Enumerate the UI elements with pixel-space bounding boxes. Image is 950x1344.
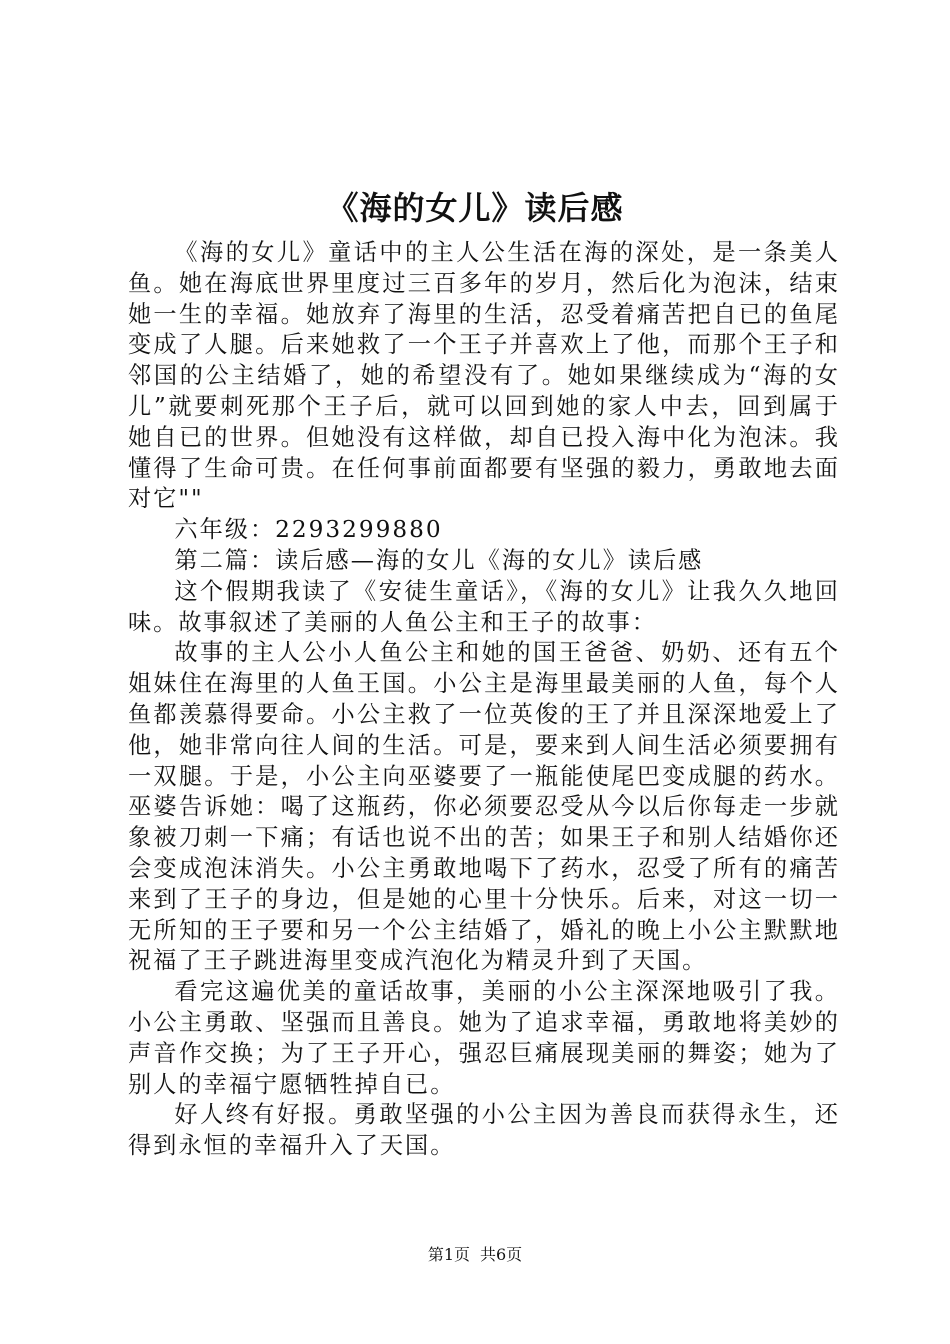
page-footer — [0, 1245, 950, 1265]
paragraph: 看完这遍优美的童话故事，美丽的小公主深深地吸引了我。小公主勇敢、坚强而且善良。她为了追求幸福，勇敢地将美妙的声音作交换；为了王子开心，强忍巨痛展现美丽的舞姿；她为了别人的幸福宁愿牺牲掉自已。 — [128, 978, 840, 1098]
paragraph: 故事的主人公小人鱼公主和她的国王爸爸、奶奶、还有五个姐妹住在海里的人鱼王国。小公主是海里最美丽的人鱼，每个人鱼都羡慕得要命。小公主救了一位英俊的王了并且深深地爱上了他，她非常向往人间的生活。可是，要来到人间生活必须要拥有一双腿。于是，小公主向巫婆要了一瓶能使尾巴变成腿的药水。巫婆告诉她：喝了这瓶药，你必须要忍受从今以后你每走一步就象被刀刺一下痛；有话也说不出的苦；如果王子和别人结婚你还会变成泡沫消失。小公主勇敢地喝下了药水，忍受了所有的痛苦来到了王子的身边，但是她的心里十分快乐。后来，对这一切一无所知的王子要和另一个公主结婚了，婚礼的晚上小公主默默地祝福了王子跳进海里变成汽泡化为精灵升到了天国。 — [128, 639, 840, 975]
page-title: 《海的女儿》读后感 — [326, 189, 624, 227]
page-total: 共6页 — [480, 1245, 523, 1264]
paragraph: 好人终有好报。勇敢坚强的小公主因为善良而获得永生，还得到永恒的幸福升入了天国。 — [128, 1101, 840, 1160]
paragraph: 第二篇：读后感—海的女儿《海的女儿》读后感 — [174, 546, 704, 574]
paragraph: 《海的女儿》童话中的主人公生活在海的深处，是一条美人鱼。她在海底世界里度过三百多年的岁月，然后化为泡沫，结束她一生的幸福。她放弃了海里的生活，忍受着痛苦把自已的鱼尾变成了人腿。后来她救了一个王子并喜欢上了他，而那个王子和邻国的公主结婚了，她的希望没有了。她如果继续成为“海的女儿”就要刺死那个王子后，就可以回到她的家人中去，回到属于她自已的世界。但她没有这样做，却自已投入海中化为泡沫。我懂得了生命可贵。在任何事前面都要有坚强的毅力，勇敢地去面对它"" — [128, 239, 840, 513]
page-number: 第1页 — [427, 1245, 470, 1264]
paragraph: 六年级：2293299880 — [174, 516, 443, 544]
paragraph: 这个假期我读了《安徒生童话》，《海的女儿》让我久久地回味。故事叙述了美丽的人鱼公主和王子的故事： — [128, 577, 840, 636]
document-body — [128, 238, 840, 1162]
